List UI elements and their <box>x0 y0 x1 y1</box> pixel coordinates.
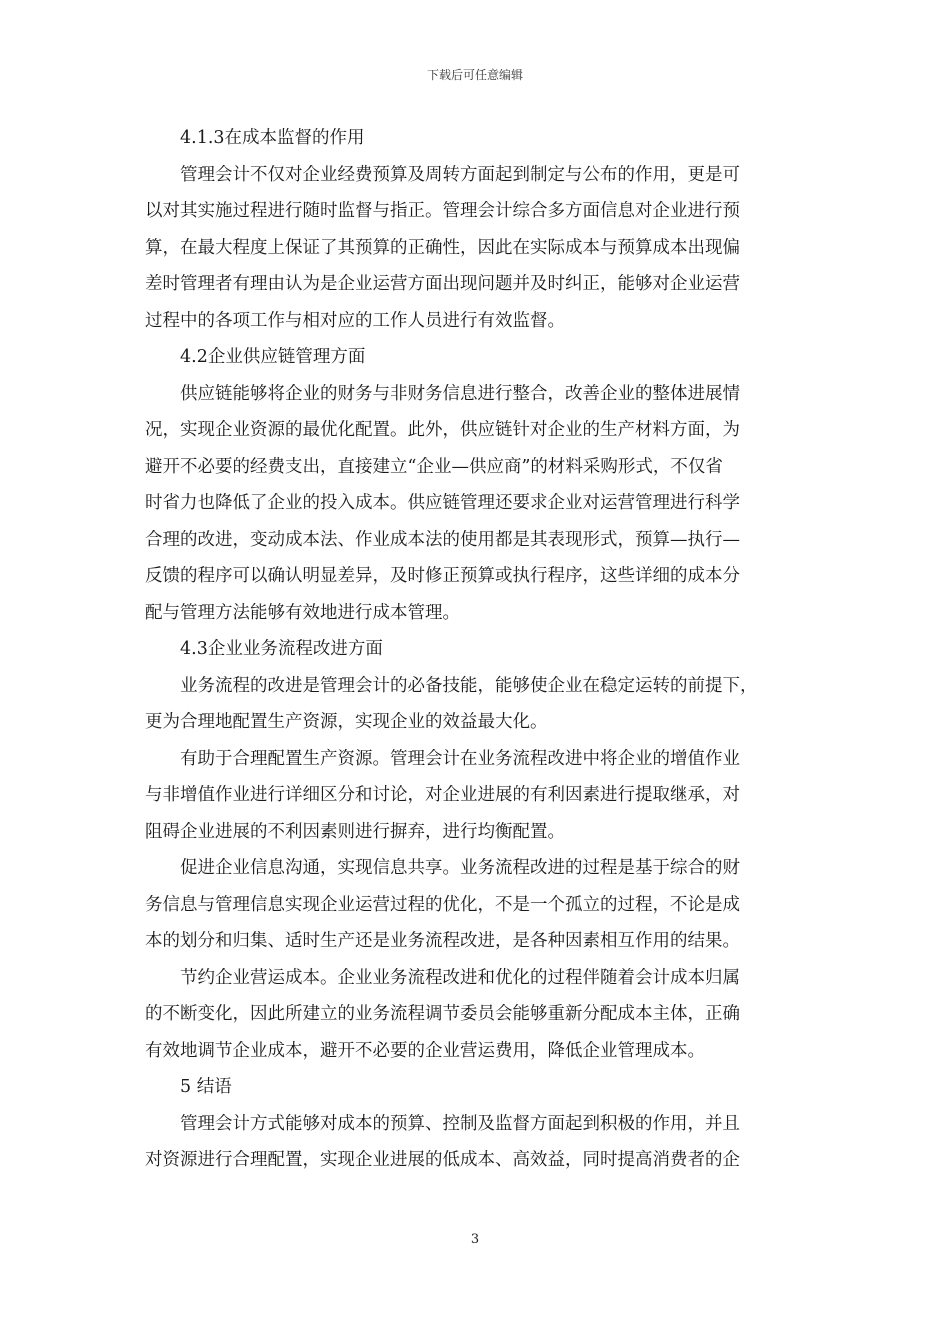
text-line: 业务流程的改进是管理会计的必备技能，能够使企业在稳定运转的前提下， <box>180 675 758 696</box>
text-line: 对资源进行合理配置，实现企业进展的低成本、高效益，同时提高消费者的企 <box>145 1150 740 1170</box>
page-header: 下载后可任意编辑 <box>426 68 523 82</box>
text-line: 4.2企业供应链管理方面 <box>180 347 366 367</box>
text-line: 节约企业营运成本。企业业务流程改进和优化的过程伴随着会计成本归属 <box>180 967 740 988</box>
text-line: 合理的改进，变动成本法、作业成本法的使用都是其表现形式，预算—执行— <box>145 529 740 550</box>
text-line: 与非增值作业进行详细区分和讨论，对企业进展的有利因素进行提取继承，对 <box>145 785 740 805</box>
text-line: 促进企业信息沟通，实现信息共享。业务流程改进的过程是基于综合的财 <box>180 858 740 878</box>
text-line: 过程中的各项工作与相对应的工作人员进行有效监督。 <box>145 310 565 331</box>
text-line: 务信息与管理信息实现企业运营过程的优化，不是一个孤立的过程，不论是成 <box>145 894 740 915</box>
text-line: 阻碍企业进展的不利因素则进行摒弃，进行均衡配置。 <box>145 821 565 842</box>
text-line: 差时管理者有理由认为是企业运营方面出现问题并及时纠正，能够对企业运营 <box>145 274 740 294</box>
page-number: 3 <box>470 1232 480 1247</box>
text-line: 供应链能够将企业的财务与非财务信息进行整合，改善企业的整体进展情 <box>180 383 740 404</box>
document-body <box>145 120 810 1179</box>
text-line: 避开不必要的经费支出，直接建立“企业—供应商”的材料采购形式，不仅省 <box>145 456 723 477</box>
text-line: 有效地调节企业成本，避开不必要的企业营运费用，降低企业管理成本。 <box>145 1040 705 1061</box>
text-line: 4.1.3在成本监督的作用 <box>180 128 365 148</box>
text-line: 的不断变化，因此所建立的业务流程调节委员会能够重新分配成本主体，正确 <box>145 1004 740 1024</box>
text-line: 4.3企业业务流程改进方面 <box>180 639 383 659</box>
text-line: 有助于合理配置生产资源。管理会计在业务流程改进中将企业的增值作业 <box>180 748 740 769</box>
text-line: 反馈的程序可以确认明显差异，及时修正预算或执行程序，这些详细的成本分 <box>145 566 740 586</box>
text-line: 时省力也降低了企业的投入成本。供应链管理还要求企业对运营管理进行科学 <box>145 493 740 513</box>
text-line: 管理会计不仅对企业经费预算及周转方面起到制定与公布的作用，更是可 <box>180 164 740 185</box>
text-line: 更为合理地配置生产资源，实现企业的效益最大化。 <box>145 712 548 732</box>
text-line: 以对其实施过程进行随时监督与指正。管理会计综合多方面信息对企业进行预 <box>145 201 740 221</box>
text-line: 本的划分和归集、适时生产还是业务流程改进，是各种因素相互作用的结果。 <box>145 931 740 951</box>
text-line: 算，在最大程度上保证了其预算的正确性，因此在实际成本与预算成本出现偏 <box>145 237 740 258</box>
text-line: 5 结语 <box>180 1077 232 1097</box>
text-line: 况，实现企业资源的最优化配置。此外，供应链针对企业的生产材料方面，为 <box>145 420 740 440</box>
text-line: 管理会计方式能够对成本的预算、控制及监督方面起到积极的作用，并且 <box>180 1113 740 1134</box>
text-line: 配与管理方法能够有效地进行成本管理。 <box>145 602 460 623</box>
